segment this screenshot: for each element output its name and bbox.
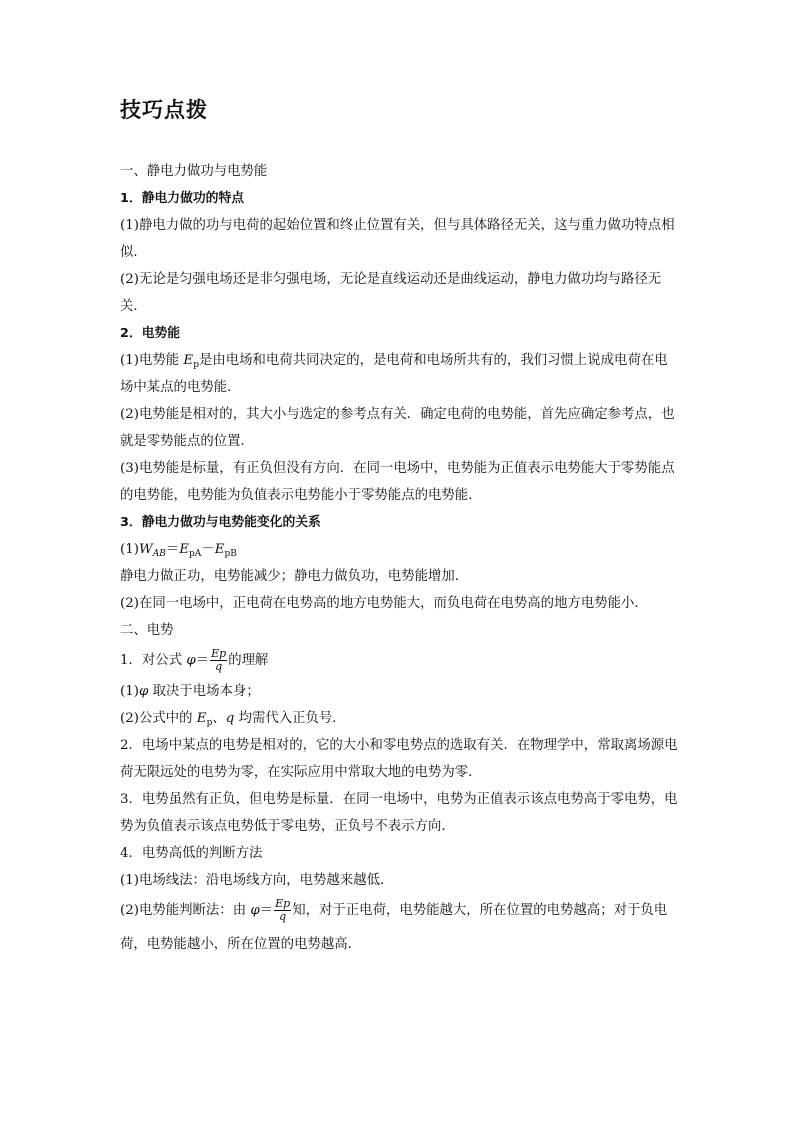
section-heading: 一、静电力做功与电势能 — [120, 164, 268, 179]
section-heading: 二、电势 — [120, 623, 174, 638]
formula-line — [120, 536, 680, 563]
subscript: AB — [152, 549, 166, 559]
text: 知，对于正电荷，电势能越大，所在位置的电势越高；对于负电荷，电势能越小，所在位置的电势越高． — [120, 903, 668, 952]
paragraph: (2)在同一电场中，正电荷在电势高的地方电势能大，而负电荷在电势高的地方电势能小． — [120, 596, 648, 611]
symbol: φ — [138, 684, 149, 699]
document-body — [120, 158, 680, 962]
text: (1) — [120, 542, 139, 557]
operator: ＝ — [195, 653, 210, 668]
text: 的理解 — [228, 653, 269, 668]
subscript: p — [206, 718, 213, 728]
text: (1) — [120, 684, 139, 699]
text: 均需代入正负号． — [234, 711, 346, 726]
paragraph — [120, 678, 680, 705]
symbol: φ — [250, 903, 260, 918]
paragraph: 静电力做正功，电势能减少；静电力做负功，电势能增加． — [120, 569, 469, 584]
item-heading: 4．电势高低的判断方法 — [120, 846, 263, 861]
paragraph: (3)电势能是标量，有正负但没有方向．在同一电场中，电势能为正值表示电势能大于零势能点的电势能，电势能为负值表示电势能小于零势能点的电势能． — [120, 461, 675, 503]
item-heading: 3．静电力做功与电势能变化的关系 — [120, 515, 321, 530]
formula-line — [120, 644, 680, 678]
paragraph: (2)电势能是相对的，其大小与选定的参考点有关．确定电荷的电势能，首先应确定参考点，也就是零势能点的位置． — [120, 407, 675, 449]
fraction-denominator: q — [279, 910, 287, 923]
symbol: E — [196, 711, 207, 726]
paragraph: (2)无论是匀强电场还是非匀强电场，无论是直线运动还是曲线运动，静电力做功均与路径无关． — [120, 272, 662, 314]
paragraph — [120, 347, 680, 401]
text: (2)电势能判断法：由 — [120, 903, 251, 918]
symbol: E — [179, 542, 190, 557]
paragraph: 2．电场中某点的电势是相对的，它的大小和零电势点的选取有关．在物理学中，常取离场源电荷无限远处的电势为零，在实际应用中常取大地的电势为零． — [120, 738, 678, 780]
text: 1．对公式 — [120, 653, 187, 668]
symbol: φ — [186, 653, 196, 668]
fraction-numerator: Ep — [275, 897, 291, 910]
item-heading: 2．电势能 — [120, 326, 181, 341]
item-heading: 1．静电力做功的特点 — [120, 191, 245, 206]
text: 取决于电场本身； — [148, 684, 260, 699]
subscript: pA — [189, 549, 202, 559]
symbol: W — [138, 542, 153, 557]
operator: ＝ — [165, 542, 180, 557]
paragraph: (1)静电力做的功与电荷的起始位置和终止位置有关，但与具体路径无关，这与重力做功特点相似． — [120, 218, 675, 260]
page-title: 技巧点拨 — [120, 98, 208, 122]
fraction — [274, 898, 291, 923]
operator: ＝ — [259, 903, 274, 918]
operator: － — [201, 542, 215, 557]
symbol: E — [214, 542, 225, 557]
fraction-numerator: Ep — [211, 647, 227, 660]
paragraph: (1)电场线法：沿电场线方向，电势越来越低． — [120, 873, 394, 888]
paragraph: 3．电势虽然有正负，但电势是标量．在同一电场中，电势为正值表示该点电势高于零电势，电势为负值表示该点电势低于零电势，正负号不表示方向． — [120, 792, 678, 834]
fraction-denominator: q — [215, 660, 223, 673]
paragraph — [120, 894, 680, 962]
text: 是由电场和电荷共同决定的，是电荷和电场所共有的，我们习惯上说成电荷在电场中某点的电势能． — [120, 353, 668, 395]
text: (2)公式中的 — [120, 711, 197, 726]
symbol: E — [183, 353, 194, 368]
text: (1)电势能 — [120, 353, 184, 368]
symbol: q — [225, 711, 235, 726]
fraction — [210, 648, 227, 673]
subscript: pB — [224, 549, 237, 559]
subscript: p — [193, 360, 199, 370]
paragraph — [120, 705, 680, 732]
text: 、 — [212, 711, 226, 726]
